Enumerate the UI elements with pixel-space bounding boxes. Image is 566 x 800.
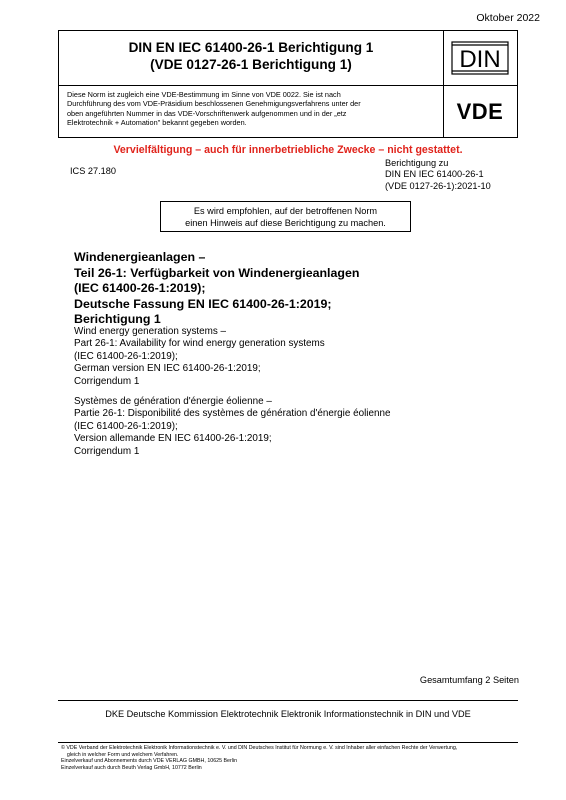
publication-date: Oktober 2022 [476, 12, 540, 24]
title-english-line: Corrigendum 1 [74, 375, 140, 387]
copyright-notice [61, 745, 531, 771]
document-title [59, 39, 443, 73]
title-french-line: Version allemande EN IEC 61400-26-1:2019; [74, 433, 272, 445]
title-french-line: Corrigendum 1 [74, 445, 140, 457]
footer-divider [58, 700, 518, 701]
title-french-line: (IEC 61400-26-1:2019); [74, 420, 178, 432]
header-box [58, 30, 518, 138]
title-german-line: Deutsche Fassung EN IEC 61400-26-1:2019; [74, 296, 332, 311]
vde-notice-line: Durchführung des vom VDE-Präsidium beschlossenen Genehmigungsverfahrens unter der [67, 99, 361, 109]
title-english-line: German version EN IEC 61400-26-1:2019; [74, 363, 261, 375]
copyright-line: gleich in welcher Form und welchem Verfahren. [61, 751, 179, 758]
title-german-line: Berichtigung 1 [74, 312, 161, 327]
recommendation-line: Es wird empfohlen, auf der betroffenen Norm [193, 206, 378, 216]
vde-notice-line: oben angeführten Nummer in das VDE-Vorschriftenwerk aufgenommen und in der „etz [67, 108, 347, 118]
recommendation-box [160, 201, 411, 232]
copyright-divider [58, 742, 518, 743]
vde-logo: VDE [456, 98, 504, 124]
total-pages: Gesamtumfang 2 Seiten [419, 675, 519, 685]
copyright-line: Einzelverkauf und Abonnements durch VDE VERLAG GMBH, 10625 Berlin [61, 758, 238, 764]
vde-notice-line: Elektrotechnik + Automation" bekannt gegeben worden. [67, 118, 247, 128]
ics-code: ICS 27.180 [70, 166, 116, 176]
title-german-line: Windenergieanlagen – [74, 250, 206, 264]
vde-notice-line: Diese Norm ist zugleich eine VDE-Bestimmung im Sinne von VDE 0022. Sie ist nach [67, 90, 341, 99]
copyright-line: Einzelverkauf auch durch Beuth Verlag GmbH, 10772 Berlin [61, 764, 202, 771]
corrigendum-reference [385, 158, 491, 192]
recommendation-line: einen Hinweis auf diese Berichtigung zu machen. [185, 218, 386, 228]
title-german [74, 250, 504, 328]
corrigendum-reference-line: (VDE 0127-26-1):2021-10 [385, 180, 491, 191]
reproduction-warning: Vervielfältigung – auch für innerbetriebliche Zwecke – nicht gestattet. [113, 144, 463, 156]
din-logo [443, 31, 517, 85]
title-english-line: (IEC 61400-26-1:2019); [74, 350, 178, 362]
document-title-line: DIN EN IEC 61400-26-1 Berichtigung 1 [128, 40, 374, 55]
din-logo-text: DIN [459, 46, 501, 73]
din-logo-icon [451, 41, 509, 75]
title-german-line: (IEC 61400-26-1:2019); [74, 281, 206, 296]
corrigendum-reference-line: Berichtigung zu [385, 158, 449, 168]
title-french [74, 396, 524, 458]
title-english-line: Wind energy generation systems – [74, 326, 227, 337]
document-title-line: (VDE 0127-26-1 Berichtigung 1) [150, 57, 352, 72]
title-english [74, 326, 514, 388]
copyright-line: © VDE Verband der Elektrotechnik Elektronik Informationstechnik e. V. und DIN Deutsches Institut für Normung e. V. sind Inhaber aller einfachen Rechte der Verwertung, [61, 745, 458, 751]
dke-line: DKE Deutsche Kommission Elektrotechnik Elektronik Informationstechnik in DIN und VDE [105, 709, 471, 719]
vde-notice [67, 90, 437, 128]
title-english-line: Part 26-1: Availability for wind energy generation systems [74, 338, 325, 350]
corrigendum-reference-line: DIN EN IEC 61400-26-1 [385, 169, 484, 180]
title-french-line: Partie 26-1: Disponibilité des systèmes de génération d'énergie éolienne [74, 408, 391, 420]
title-french-line: Systèmes de génération d'énergie éolienne – [74, 396, 272, 407]
title-german-line: Teil 26-1: Verfügbarkeit von Windenergieanlagen [74, 265, 360, 280]
